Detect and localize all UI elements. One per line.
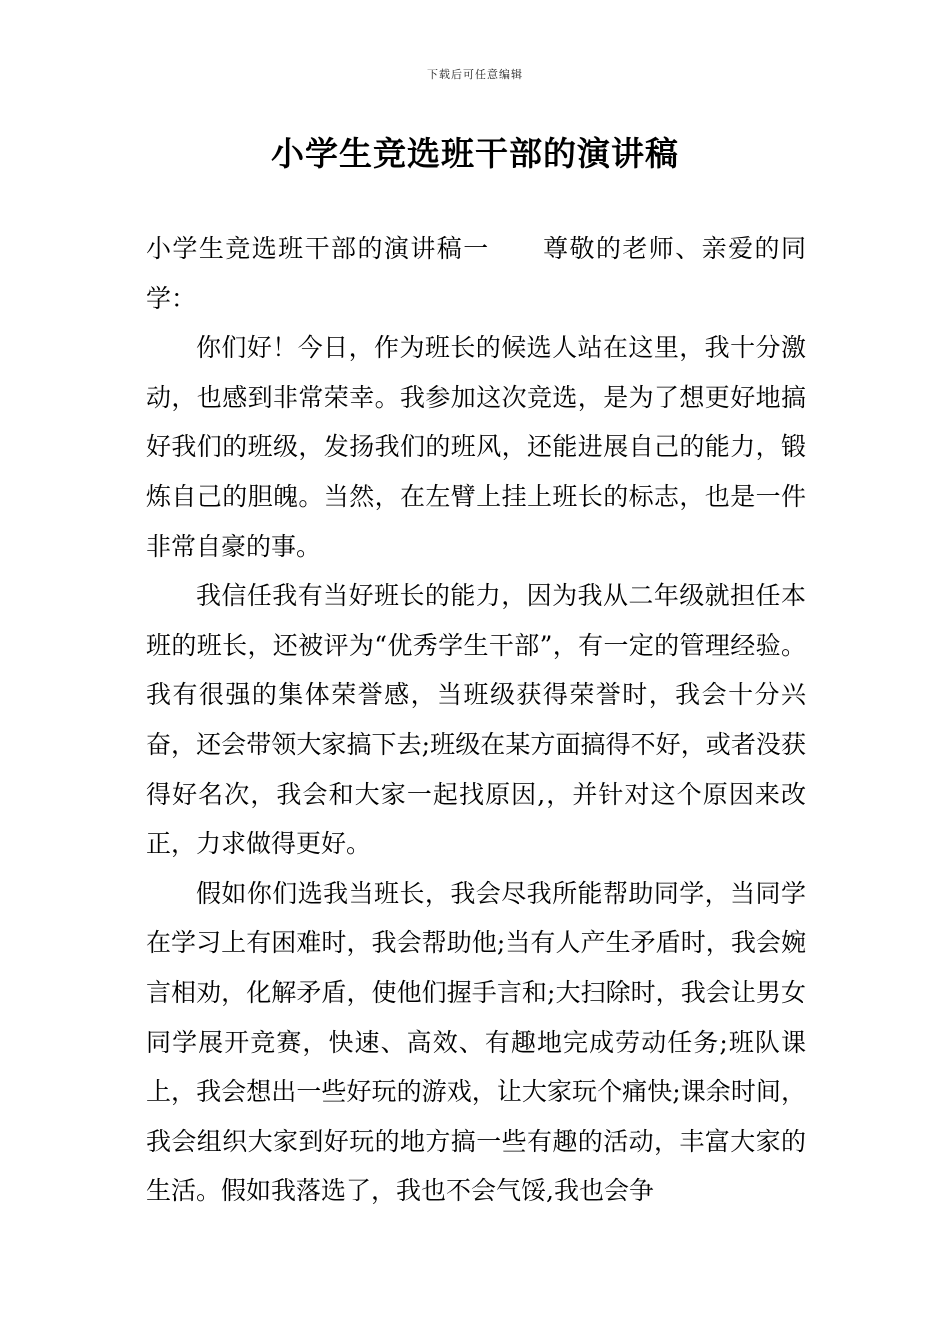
paragraph-2: 我信任我有当好班长的能力，因为我从二年级就担任本班的班长，还被评为“优秀学生干部”，有一定的管理经验。我有很强的集体荣誉感，当班级获得荣誉时，我会十分兴奋，还会带领大家搞下去;班级在某方面搞得不好，或者没获得好名次，我会和大家一起找原因,，并针对这个原因来改正，力求做得更好。 [146, 581, 806, 859]
document-body [146, 224, 806, 1216]
speech-subtitle: 小学生竞选班干部的演讲稿一 [146, 234, 490, 263]
paragraph-1: 你们好！今日，作为班长的候选人站在这里，我十分激动，也感到非常荣幸。我参加这次竞选，是为了想更好地搞好我们的班级，发扬我们的班风，还能进展自己的能力，锻炼自己的胆魄。当然，在左臂上挂上班长的标志，也是一件非常自豪的事。 [146, 333, 806, 561]
paragraph-3: 假如你们选我当班长，我会尽我所能帮助同学，当同学在学习上有困难时，我会帮助他;当有人产生矛盾时，我会婉言相劝，化解矛盾，使他们握手言和;大扫除时，我会让男女同学展开竞赛，快速、高效、有趣地完成劳动任务;班队课上，我会想出一些好玩的游戏，让大家玩个痛快;课余时间，我会组织大家到好玩的地方搞一些有趣的活动，丰富大家的生活。假如我落选了，我也不会气馁,我也会争 [146, 878, 806, 1206]
salutation: 尊敬的老师、亲爱的同学： [146, 234, 806, 313]
intro-line [146, 224, 806, 323]
document-title: 小学生竞选班干部的演讲稿 [271, 134, 679, 173]
header-note: 下载后可任意编辑 [427, 68, 523, 81]
